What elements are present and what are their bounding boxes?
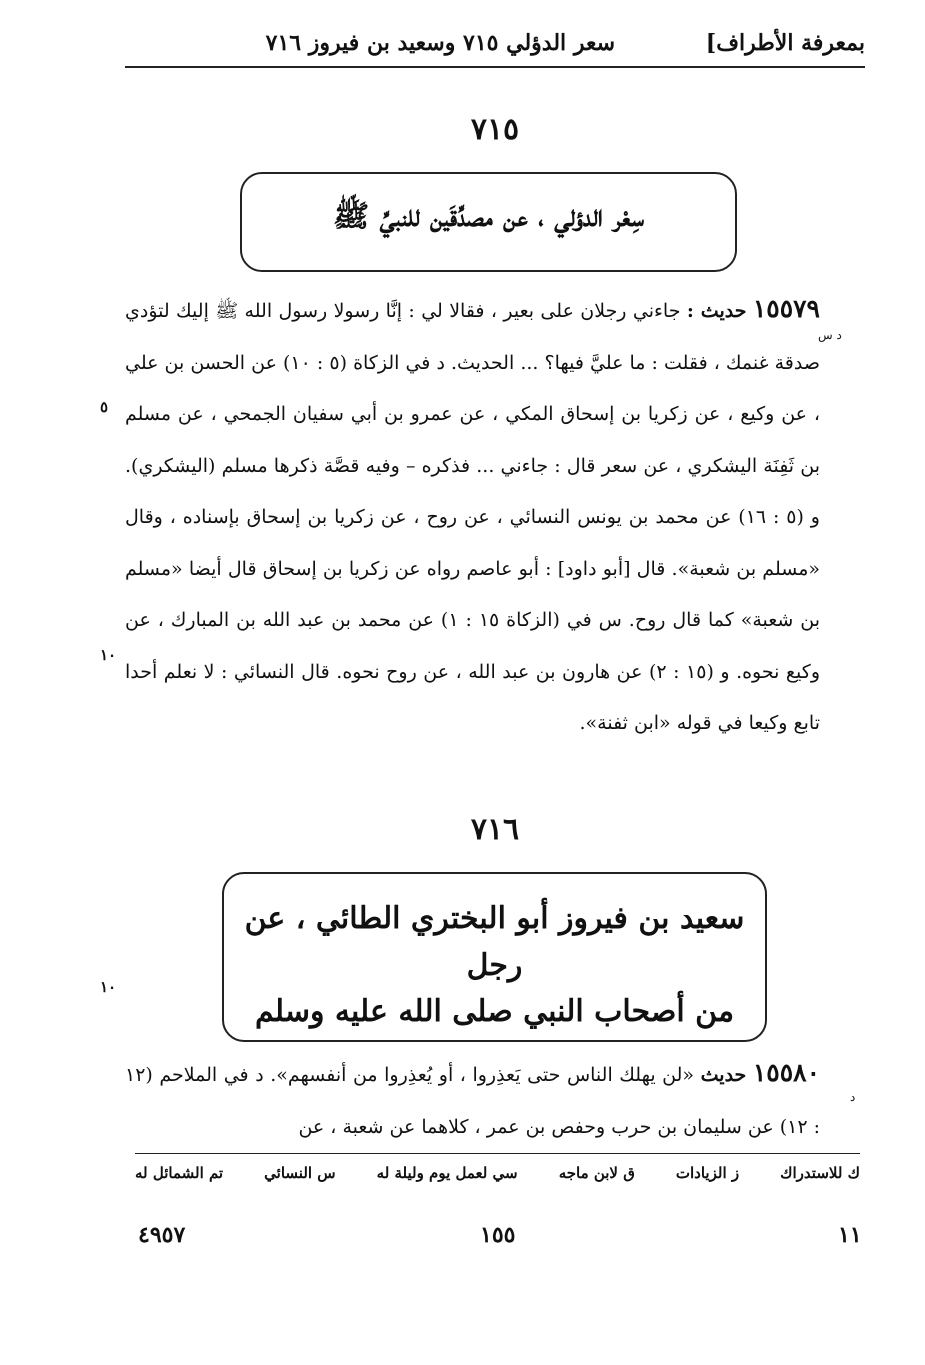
entry-title-box-716 <box>222 872 767 1042</box>
line-number-5: ٥ <box>100 398 109 416</box>
footnote-item: ق لابن ماجه <box>558 1164 635 1182</box>
hadith-text: «لن يهلك الناس حتى يَعذِروا ، أو يُعذِروا من أنفسهم». د في الملاحم (١٢ : ١٢) عن سليمان بن حرب وحفص بن عمر ، كلاهما عن شعبة ، عن <box>125 1064 820 1138</box>
entry-number-715: ٧١٥ <box>470 112 520 147</box>
hadith-15580 <box>125 1047 820 1153</box>
hadith-text: جاءني رجلان على بعير ، فقالا لي : إنَّا رسولا رسول الله ﷺ إليك لتؤدي صدقة غنمك ، فقلت : ما عليَّ فيها؟ ... الحديث. د في الزكاة (٥ : ١٠) عن الحسن بن علي ، عن وكيع ، عن زكريا بن إسحاق المكي ، عن عمرو بن أبي سفيان الجمحي ، عن مسلم بن ثَفِنَة اليشكري ، عن سعر قال : جاءني ... فذكره – وفيه قصَّة ذكرها مسلم (اليشكري). و (٥ : ١٦) عن محمد بن يونس النسائي ، عن روح ، عن زكريا بن إسحاق بإسناده ، وقال «مسلم بن شعبة». قال [أبو داود] : أبو عاصم رواه عن زكريا بن إسحاق قال أيضا «مسلم بن شعبة» كما قال روح. س في (الزكاة ١٥ : ١) عن محمد بن عبد الله بن المبارك ، عن وكيع نحوه. و (١٥ : ٢) عن هارون بن عبد الله ، عن روح نحوه. قال النسائي : لا نعلم أحدا تابع وكيعا في قوله «ابن ثفنة». <box>125 300 821 734</box>
footnote-item: تم الشمائل له <box>135 1164 224 1182</box>
side-siglum: د س <box>818 328 842 342</box>
hadith-15579 <box>125 283 820 750</box>
running-header <box>125 30 865 62</box>
footnote-item: ز الزيادات <box>675 1164 740 1182</box>
footnote-item: سي لعمل يوم وليلة له <box>376 1164 518 1182</box>
footnote-rule <box>135 1153 860 1154</box>
entry-title-715: سِعْر الدؤلي ، عن مصدِّقَين للنبيِّ ﷺ <box>333 199 644 234</box>
header-book-section: بمعرفة الأطراف] <box>705 30 865 56</box>
entry-number-716: ٧١٦ <box>470 812 520 847</box>
hadith-number: ١٥٥٧٩ <box>752 294 820 323</box>
footnote-item: س النسائي <box>264 1164 336 1182</box>
volume-number: ١١ <box>838 1222 862 1248</box>
entry-title-716-line1: سعيد بن فيروز أبو البختري الطائي ، عن رجل <box>244 901 745 983</box>
hadith-label: حديث <box>700 1064 747 1086</box>
entry-title-box-715 <box>240 172 737 272</box>
hadith-number: ١٥٥٨٠ <box>752 1058 820 1087</box>
running-number: ٤٩٥٧ <box>138 1222 186 1248</box>
page-number: ١٥٥ <box>480 1222 516 1248</box>
header-rule <box>125 66 865 68</box>
side-siglum-2: د <box>850 1090 856 1104</box>
entry-title-716-line2: من أصحاب النبي صلى الله عليه وسلم <box>254 994 735 1029</box>
footnote-item: ك للاستدراك <box>780 1164 860 1182</box>
hadith-label: حديث : <box>686 300 747 322</box>
header-entries-title: سعر الدؤلي ٧١٥ وسعيد بن فيروز ٧١٦ <box>265 30 615 56</box>
line-number-10: ١٠ <box>100 646 117 664</box>
line-number-box-10: ١٠ <box>100 978 117 996</box>
footnote-abbreviations <box>135 1164 860 1182</box>
